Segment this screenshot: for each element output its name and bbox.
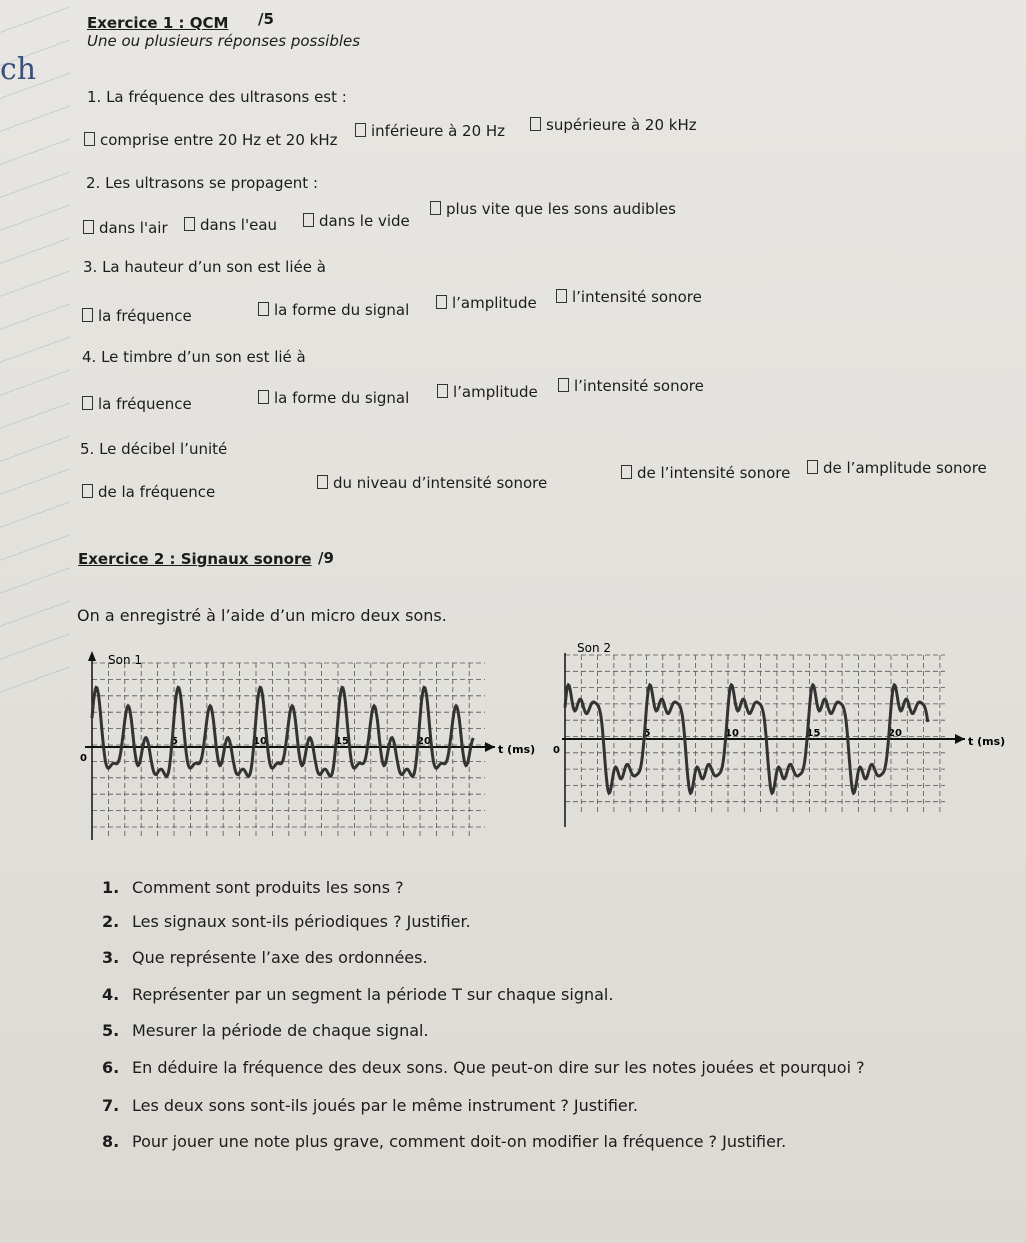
chart2-tick-label: 10 [725, 728, 739, 739]
q4-option-3[interactable]: l’amplitude [437, 383, 538, 401]
ex2-question-3: 3. Que représente l’axe des ordonnées. [102, 948, 428, 967]
son1-x-arrow-icon [485, 742, 495, 752]
ex2-question-2: 2. Les signaux sont-ils périodiques ? Justifier. [102, 912, 471, 931]
q5-option-4[interactable]: de l’amplitude sonore [807, 459, 987, 477]
son2-x-arrow-icon [955, 734, 965, 744]
q1-option-2[interactable]: inférieure à 20 Hz [355, 122, 505, 140]
checkbox-icon [430, 201, 441, 215]
checkbox-icon [184, 217, 195, 231]
ex2-intro: On a enregistré à l’aide d’un micro deux sons. [77, 606, 447, 625]
checkbox-icon [530, 117, 541, 131]
q3-option-3[interactable]: l’amplitude [436, 294, 537, 312]
ex2-title: Exercice 2 : Signaux sonore [78, 550, 312, 568]
q2-option-3[interactable]: dans le vide [303, 212, 410, 230]
q2-option-2[interactable]: dans l'eau [184, 216, 277, 234]
ex2-question-8: 8. Pour jouer une note plus grave, comment doit-on modifier la fréquence ? Justifier. [102, 1132, 787, 1151]
chart2-tick-label: 20 [888, 728, 902, 739]
chart2-tick-label: 5 [643, 728, 651, 739]
q1-option-3[interactable]: supérieure à 20 kHz [530, 116, 697, 134]
checkbox-icon [355, 123, 366, 137]
q3-option-1[interactable]: la fréquence [82, 307, 192, 325]
q4-option-2[interactable]: la forme du signal [258, 389, 409, 407]
chart1-tick-label: 5 [171, 736, 178, 747]
q5-option-3[interactable]: de l’intensité sonore [621, 464, 790, 482]
ex2-score: /9 [318, 549, 334, 567]
q2-option-4[interactable]: plus vite que les sons audibles [430, 200, 676, 218]
ex2-question-7: 7. Les deux sons sont-ils joués par le même instrument ? Justifier. [102, 1096, 638, 1115]
q5-option-1[interactable]: de la fréquence [82, 483, 215, 501]
chart1-tick-label: 0 [80, 753, 87, 764]
checkbox-icon [82, 484, 93, 498]
ex2-question-6: 6. En déduire la fréquence des deux sons. Que peut-on dire sur les notes jouées et pourquoi ? [102, 1058, 865, 1077]
chart2-tick-label: 15 [806, 728, 821, 739]
chart1-tick-label: 15 [335, 736, 349, 747]
ex1-q3-label: 3. La hauteur d’un son est liée à [83, 258, 326, 276]
son1-xlabel: t (ms) [498, 743, 535, 756]
q5-option-2[interactable]: du niveau d’intensité sonore [317, 474, 547, 492]
checkbox-icon [258, 390, 269, 404]
q3-option-4[interactable]: l’intensité sonore [556, 288, 702, 306]
checkbox-icon [84, 132, 95, 146]
chart1-tick-label: 20 [417, 736, 431, 747]
son2-xlabel: t (ms) [968, 735, 1006, 748]
q3-option-2[interactable]: la forme du signal [258, 301, 409, 319]
handwritten-note: ch [0, 52, 37, 87]
son2-chart [550, 635, 1010, 835]
checkbox-icon [82, 308, 93, 322]
q4-option-4[interactable]: l’intensité sonore [558, 377, 704, 395]
checkbox-icon [437, 384, 448, 398]
ex1-subtitle: Une ou plusieurs réponses possibles [87, 32, 361, 50]
son1-signal-line [92, 687, 473, 776]
checkbox-icon [558, 378, 569, 392]
checkbox-icon [621, 465, 632, 479]
chart1-tick-label: 10 [253, 736, 267, 747]
notebook-margin-lines [0, 0, 70, 700]
ex1-q1-label: 1. La fréquence des ultrasons est : [87, 88, 347, 106]
q4-option-1[interactable]: la fréquence [82, 395, 192, 413]
checkbox-icon [807, 460, 818, 474]
ex2-question-1: 1. Comment sont produits les sons ? [102, 878, 404, 897]
q2-option-1[interactable]: dans l'air [83, 219, 168, 237]
checkbox-icon [317, 475, 328, 489]
chart2-tick-label: 0 [553, 745, 560, 756]
checkbox-icon [303, 213, 314, 227]
ex1-score: /5 [258, 10, 274, 28]
ex1-q4-label: 4. Le timbre d’un son est lié à [82, 348, 306, 366]
q1-option-1[interactable]: comprise entre 20 Hz et 20 kHz [84, 131, 338, 149]
ex2-question-5: 5. Mesurer la période de chaque signal. [102, 1021, 429, 1040]
checkbox-icon [258, 302, 269, 316]
checkbox-icon [83, 220, 94, 234]
son2-title: Son 2 [577, 641, 612, 655]
checkbox-icon [556, 289, 567, 303]
son1-y-arrow-icon [88, 651, 96, 661]
checkbox-icon [82, 396, 93, 410]
son1-title: Son 1 [108, 653, 143, 667]
ex1-q2-label: 2. Les ultrasons se propagent : [86, 174, 319, 192]
ex1-q5-label: 5. Le décibel l’unité [80, 440, 228, 458]
checkbox-icon [436, 295, 447, 309]
ex1-title: Exercice 1 : QCM [87, 14, 229, 32]
son1-chart [75, 645, 535, 845]
ex2-question-4: 4. Représenter par un segment la période T sur chaque signal. [102, 985, 614, 1004]
